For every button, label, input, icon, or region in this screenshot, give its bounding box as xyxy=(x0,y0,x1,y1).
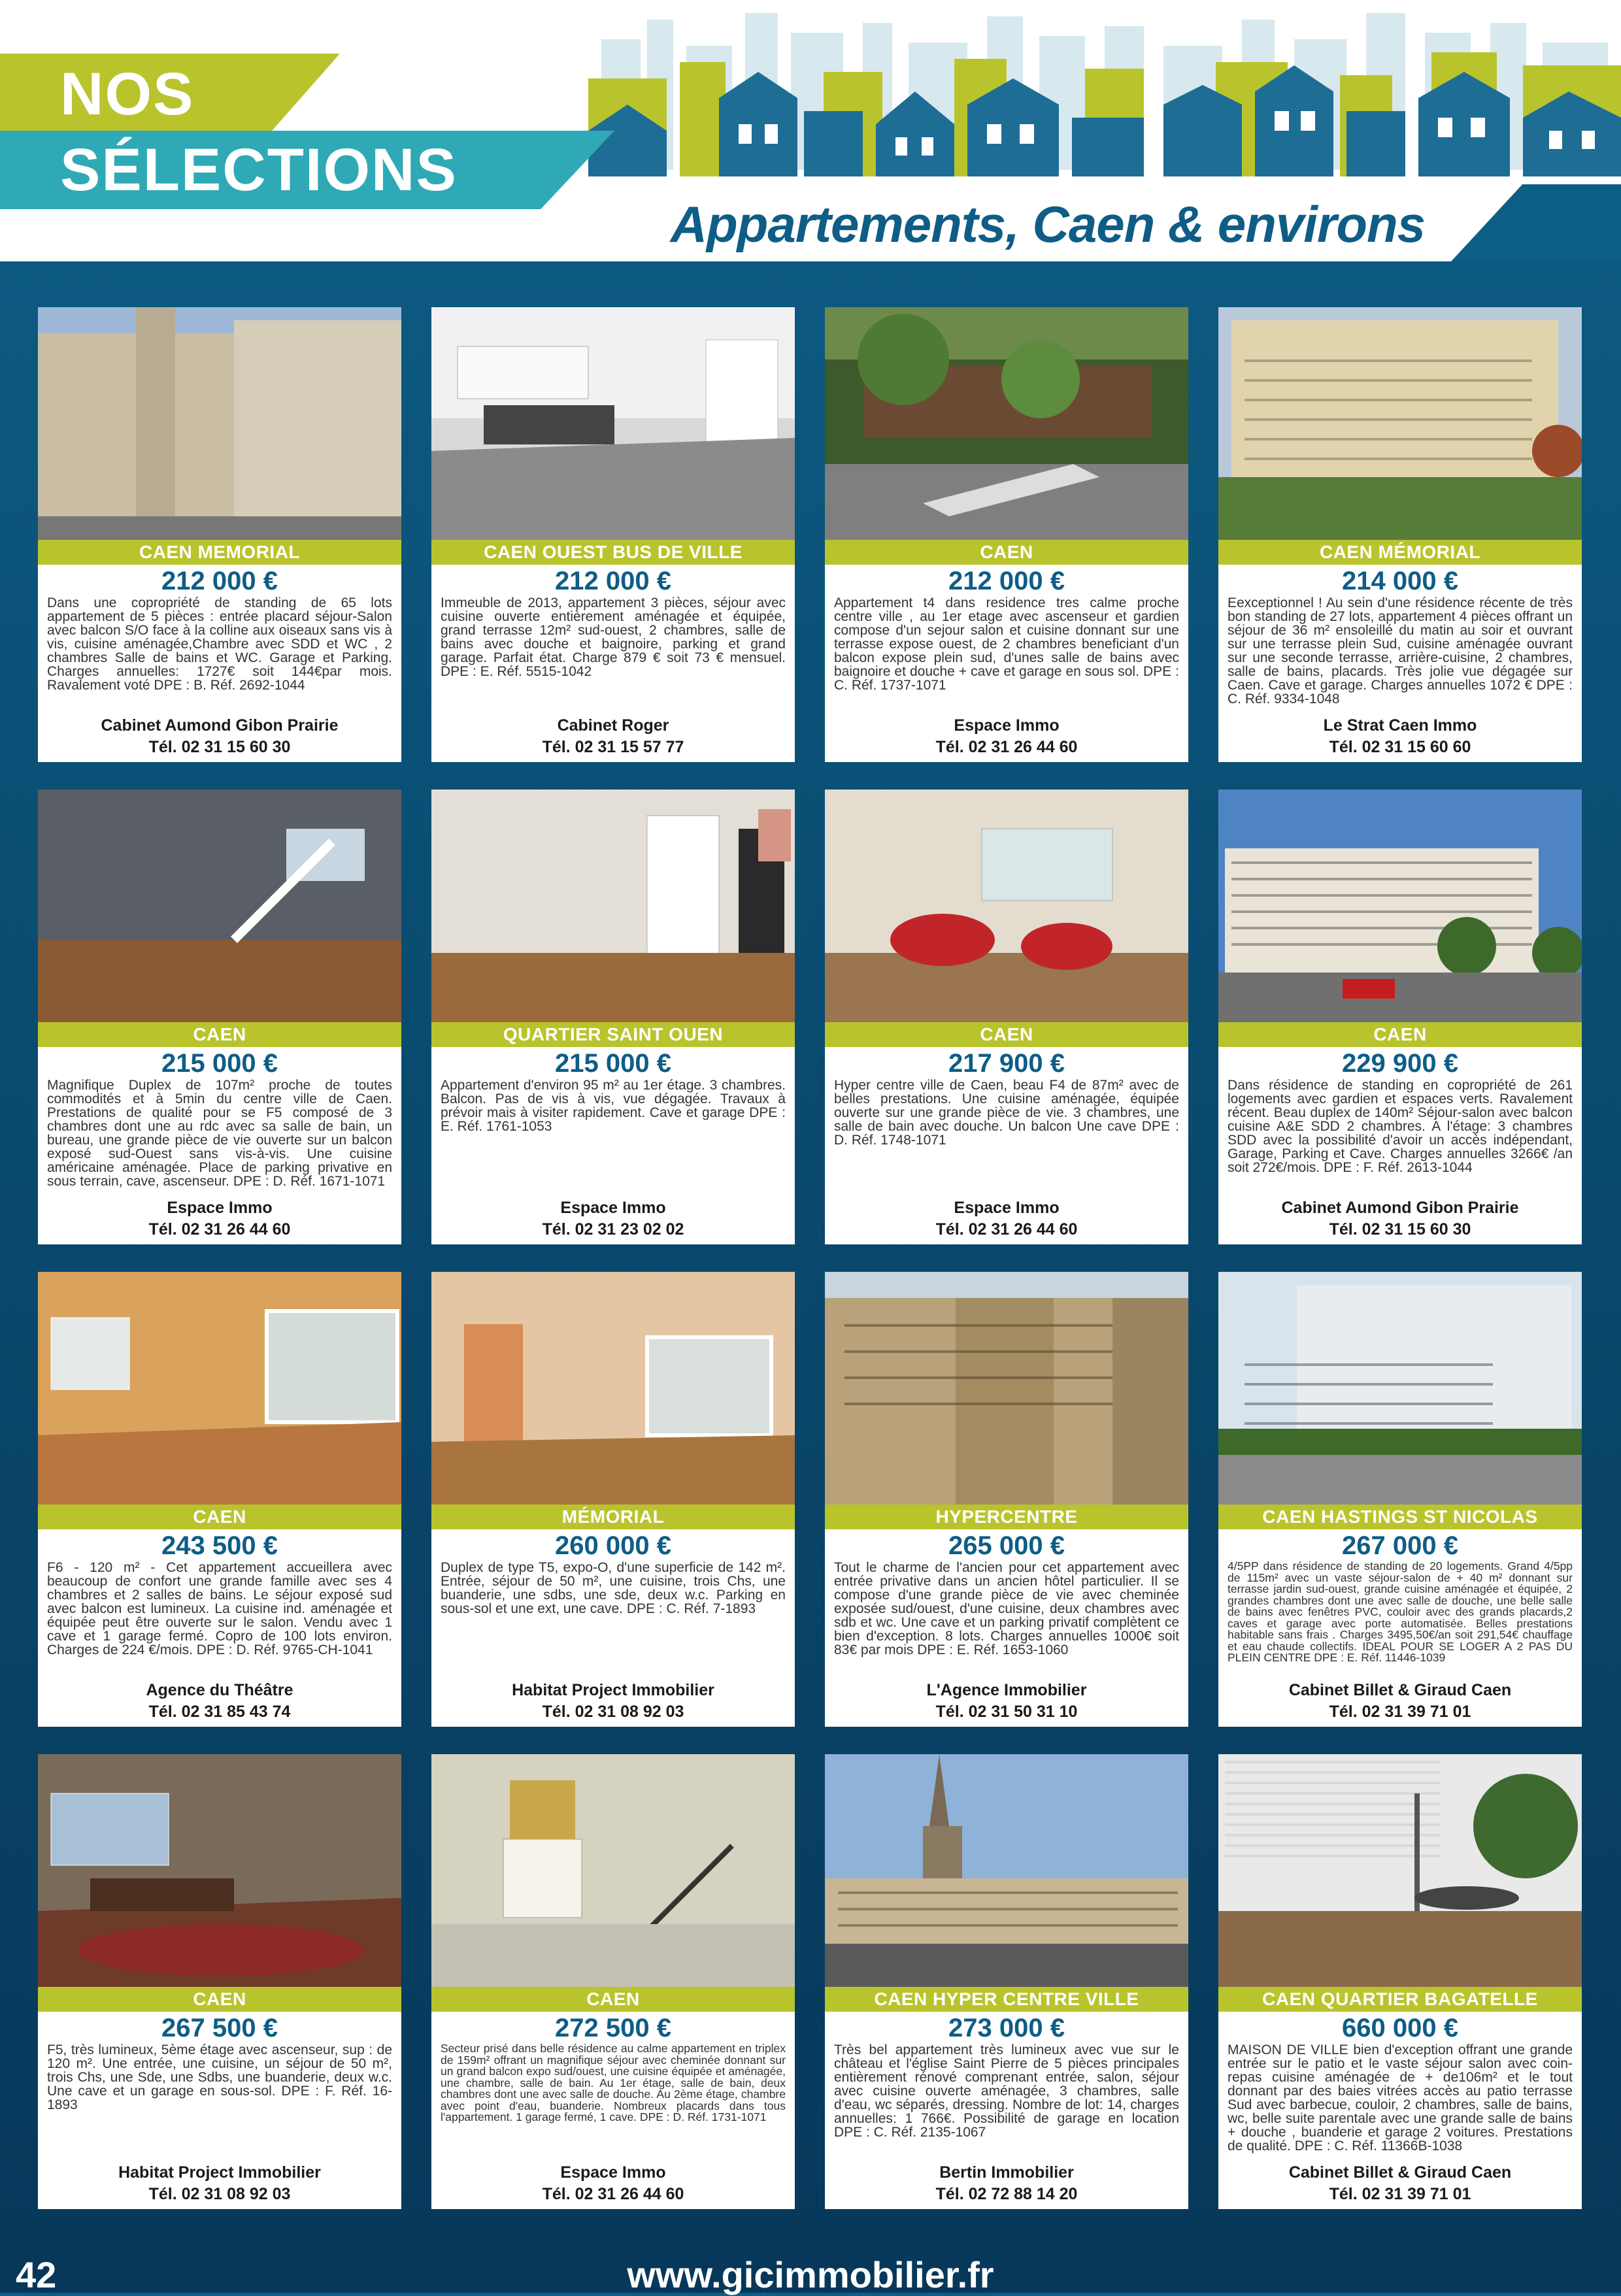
listing-location: CAEN xyxy=(431,1987,795,2012)
listing-agency: Le Strat Caen Immo xyxy=(1323,716,1477,735)
listing-photo[interactable] xyxy=(38,1754,401,1987)
listing-card[interactable] xyxy=(38,1754,401,2209)
listing-agency: Cabinet Billet & Giraud Caen xyxy=(1288,1681,1512,1699)
listing-agency: Espace Immo xyxy=(560,1199,666,1217)
listing-location: CAEN MEMORIAL xyxy=(38,540,401,565)
listing-phone[interactable]: Tél. 02 31 50 31 10 xyxy=(935,1703,1078,1721)
listing-price: 267 000 € xyxy=(1342,1531,1458,1560)
listing-location: CAEN MÉMORIAL xyxy=(1218,540,1582,565)
listing-card[interactable] xyxy=(38,307,401,762)
website-url[interactable]: www.gicimmobilier.fr xyxy=(627,2254,994,2295)
city-skyline-illustration xyxy=(588,0,1621,176)
listing-price: 214 000 € xyxy=(1342,567,1458,595)
listing-photo[interactable] xyxy=(825,1754,1188,1987)
listing-description: MAISON DE VILLE bien d'exception offrant une grande entrée sur le patio et le vaste séjour salon avec coin-repas cuisine aménagée de + de106m² et le tout donnant par des baies vitrées accès au patio terrasse Sud avec barbecue, couloir, 2 chambres, salle de bains, wc, belle suite parentale avec une grande salle de bains + douche , buanderie et garage 2 voitures. Prestations de qualité. DPE : C. Réf. 11366B-1038 xyxy=(1228,2043,1573,2154)
listing-description: Duplex de type T5, expo-O, d'une superficie de 142 m². Entrée, séjour de 50 m², une cuisine, trois Chs, une buanderie, une sdbs, une sde, deux w.c. Parking en sous-sol et une ext, une cave. DPE : C. Réf. 7-1893 xyxy=(441,1561,786,1616)
listing-phone[interactable]: Tél. 02 31 15 60 30 xyxy=(148,738,291,756)
listing-card[interactable] xyxy=(1218,790,1582,1244)
listing-location: CAEN QUARTIER BAGATELLE xyxy=(1218,1987,1582,2012)
listing-card[interactable] xyxy=(825,790,1188,1244)
listing-phone[interactable]: Tél. 02 31 39 71 01 xyxy=(1329,1703,1471,1721)
listing-photo[interactable] xyxy=(431,1754,795,1987)
listing-card[interactable] xyxy=(38,790,401,1244)
listing-price: 212 000 € xyxy=(161,567,278,595)
listing-location: CAEN xyxy=(38,1022,401,1047)
listing-location: MÉMORIAL xyxy=(431,1505,795,1529)
listing-photo[interactable] xyxy=(38,790,401,1022)
listing-description: Secteur prisé dans belle résidence au calme appartement en triplex de 159m² offrant un magnifique séjour avec cheminée donnant sur un grand balcon expo sud/ouest, une cuisine équipée et aménagée, une chambre, salle de bain. Au 1er étage, salle de bain, deux chambres dont une avec salle de douche. Au 2ème étage, chambre avec point d'eau, buanderie. Nombreux placards dans tous l'appartement. 1 garage fermé, 1 cave. DPE : D. Réf. 1731-1071 xyxy=(441,2043,786,2123)
listing-photo[interactable] xyxy=(825,307,1188,540)
listing-phone[interactable]: Tél. 02 31 15 57 77 xyxy=(542,738,684,756)
listing-agency: Cabinet Aumond Gibon Prairie xyxy=(1281,1199,1519,1217)
listing-price: 212 000 € xyxy=(555,567,671,595)
listing-card[interactable] xyxy=(431,790,795,1244)
listing-location: QUARTIER SAINT OUEN xyxy=(431,1022,795,1047)
page-header xyxy=(0,0,1621,261)
listing-agency: Cabinet Aumond Gibon Prairie xyxy=(101,716,339,735)
listing-agency: Habitat Project Immobilier xyxy=(118,2163,321,2182)
listing-photo[interactable] xyxy=(825,790,1188,1022)
listing-description: F5, très lumineux, 5ème étage avec ascenseur, sup : de 120 m². Une entrée, une cuisine, un séjour de 50 m², trois Chs, une Sde, une Sdbs, une buanderie, deux w.c. Une cave et un garage en sous-sol. DPE : F. Réf. 16-1893 xyxy=(47,2043,392,2112)
listing-photo[interactable] xyxy=(431,1272,795,1505)
listing-location: CAEN xyxy=(825,540,1188,565)
listing-photo[interactable] xyxy=(1218,790,1582,1022)
listing-phone[interactable]: Tél. 02 31 26 44 60 xyxy=(542,2185,684,2203)
listing-photo[interactable] xyxy=(38,1272,401,1505)
listing-photo[interactable] xyxy=(1218,1272,1582,1505)
listing-phone[interactable]: Tél. 02 31 26 44 60 xyxy=(148,1220,291,1239)
listing-location: HYPERCENTRE xyxy=(825,1505,1188,1529)
listing-description: Dans résidence de standing en copropriété de 261 logements avec gardien et espaces verts. Ravalement récent. Beau duplex de 140m² Séjour-salon avec balcon cuisine A&E SDD 2 chambres. A l'étage: 3 chambres SDD avec la possibilité d'avoir un accès indépendant, Garage, Parking et Cave. Charges annuelles 3266€ /an soit 272€/mois. DPE : F. Réf. 2613-1044 xyxy=(1228,1078,1573,1175)
listing-card[interactable] xyxy=(1218,307,1582,762)
listing-agency: Espace Immo xyxy=(954,1199,1060,1217)
listing-agency: Agence du Théâtre xyxy=(146,1681,293,1699)
listing-price: 212 000 € xyxy=(948,567,1065,595)
listing-location: CAEN xyxy=(825,1022,1188,1047)
listing-price: 215 000 € xyxy=(555,1049,671,1078)
listing-description: Appartement t4 dans residence tres calme proche centre ville , au 1er etage avec ascenseur et gardien compose d'un sejour salon et cuisine donnant sur une terrasse expose ouest, de 2 chambres beneficiant d'un balcon expose plein sud, d'unes salle de bains avec baignoire et douche + cave et garage en sous sol. DPE : C. Réf. 1737-1071 xyxy=(834,596,1179,693)
listing-photo[interactable] xyxy=(431,307,795,540)
listing-price: 267 500 € xyxy=(161,2014,278,2042)
listings-grid xyxy=(38,307,1583,2203)
listing-price: 660 000 € xyxy=(1342,2014,1458,2042)
listing-photo[interactable] xyxy=(38,307,401,540)
listing-card[interactable] xyxy=(431,1754,795,2209)
listing-agency: Bertin Immobilier xyxy=(939,2163,1074,2182)
listing-phone[interactable]: Tél. 02 31 15 60 30 xyxy=(1329,1220,1471,1239)
listing-agency: Espace Immo xyxy=(954,716,1060,735)
listing-agency: Espace Immo xyxy=(167,1199,273,1217)
listing-description: Dans une copropriété de standing de 65 lots appartement de 5 pièces : entrée placard séjour-Salon avec balcon S/O face à la colline aux oiseaux sans vis à vis, cuisine aménagée,Chambre avec SDD et WC , 2 chambres Salle de bains et WC. Garage et Parking. Charges annuelles: 1727€ soit 144€par mois. Ravalement voté DPE : B. Réf. 2692-1044 xyxy=(47,596,392,693)
listing-description: Hyper centre ville de Caen, beau F4 de 87m² avec de belles prestations. Une cuisine aménagée, équipée ouverte sur une grande pièce de vie. 3 chambres, une salle de bain avec douche. Un balcon Une cave DPE : D. Réf. 1748-1071 xyxy=(834,1078,1179,1148)
listing-agency: L'Agence Immobilier xyxy=(926,1681,1087,1699)
listing-card[interactable] xyxy=(1218,1754,1582,2209)
listing-description: Eexceptionnel ! Au sein d'une résidence récente de très bon standing de 27 lots, appartement 4 pièces offrant un séjour de 36 m² ensoleillé du matin au soir et ouvrant sur une terrasse plein Sud, cuisine aménagée ouvrant sur une seconde terrasse, arrière-cuisine, 2 chambres, salle de bains, placards. Très jolie vue dégagée sur Caen. Cave et garage. Charges annuelles 1072 € DPE : C. Réf. 9334-1048 xyxy=(1228,596,1573,707)
listing-phone[interactable]: Tél. 02 31 39 71 01 xyxy=(1329,2185,1471,2203)
listing-agency: Cabinet Billet & Giraud Caen xyxy=(1288,2163,1512,2182)
listing-location: CAEN xyxy=(38,1987,401,2012)
listing-location: CAEN xyxy=(1218,1022,1582,1047)
listing-photo[interactable] xyxy=(825,1272,1188,1505)
page-subtitle: Appartements, Caen & environs xyxy=(670,195,1425,253)
listing-location: CAEN HASTINGS ST NICOLAS xyxy=(1218,1505,1582,1529)
listing-description: Immeuble de 2013, appartement 3 pièces, séjour avec cuisine ouverte entièrement aménagée et équipée, grand terrasse 12m² sud-ouest, 2 chambres, salle de bains avec douche et baignoire, parking et grand garage. Parfait état. Charge 879 € soit 73 € mensuel. DPE : E. Réf. 5515-1042 xyxy=(441,596,786,679)
listing-card[interactable] xyxy=(38,1272,401,1727)
header-line1: NOS xyxy=(60,61,195,127)
listing-price: 217 900 € xyxy=(948,1049,1065,1078)
listing-phone[interactable]: Tél. 02 31 85 43 74 xyxy=(148,1703,291,1721)
listing-description: Tout le charme de l'ancien pour cet appartement avec entrée privative dans un ancien hôtel particulier. Il se compose d'une grande pièce de vie avec cheminée exposée sud/ouest, d'une cuisine, deux chambres avec sdb et wc. Une cave et un parking privatif complètent ce bien d'exception. 8 lots. Charges annuelles 1000€ soit 83€ par mois DPE : E. Réf. 1653-1060 xyxy=(834,1561,1179,1657)
listing-card[interactable] xyxy=(431,1272,795,1727)
header-line2: SÉLECTIONS xyxy=(60,137,458,203)
listing-description: F6 - 120 m² - Cet appartement accueillera avec beaucoup de confort une grande famille avec ses 4 chambres et 2 salles de bains. Le séjour exposé sud avec balcon est lumineux. La cuisine ind. aménagée et équipée peut être ouverte sur le salon. Vendu avec 1 cave et 1 garage fermé. Copro de 100 lots environ. Charges de 224 €/mois. DPE : D. Réf. 9765-CH-1041 xyxy=(47,1561,392,1657)
listing-agency: Cabinet Roger xyxy=(557,716,669,735)
listing-price: 273 000 € xyxy=(948,2014,1065,2042)
listing-price: 260 000 € xyxy=(555,1531,671,1560)
listing-card[interactable] xyxy=(431,307,795,762)
listing-description: 4/5PP dans résidence de standing de 20 logements. Grand 4/5pp de 115m² avec un vaste séjour-salon de + 40 m² donnant sur terrasse jardin sud-ouest, grande cuisine aménagée et équipée, 2 grandes chambres dont une avec salle de douche, une belle salle de bains avec fenêtres PVC, couloir avec des grands placards,2 caves et garage avec porte automatisée. Belles prestations habitable sans frais . Charges 3495,50€/an soit 291,54€ chauffage et eau chaude collectifs. IDEAL POUR SE LOGER A 2 PAS DU PLEIN CENTRE DPE : E. Réf. 11446-1039 xyxy=(1228,1561,1573,1664)
listing-price: 243 500 € xyxy=(161,1531,278,1560)
listing-phone[interactable]: Tél. 02 31 26 44 60 xyxy=(935,1220,1078,1239)
page-number: 42 xyxy=(16,2254,57,2295)
listing-price: 272 500 € xyxy=(555,2014,671,2042)
listing-location: CAEN xyxy=(38,1505,401,1529)
listing-description: Magnifique Duplex de 107m² proche de toutes commodités et à 5min du centre ville de Caen. Prestations de qualité pour se F5 composé de 3 chambres dont une au rdc avec sa salle de bain, un bureau, une grande pièce de vie ouverte sur un balcon exposé sud-Ouest sans vis-à-vis. Une cuisine américaine aménagée. Place de parking privative en sous terrain, cave, ascenseur. DPE : D. Réf. 1671-1071 xyxy=(47,1078,392,1189)
listing-phone[interactable]: Tél. 02 31 08 92 03 xyxy=(542,1703,684,1721)
listing-description: Appartement d'environ 95 m² au 1er étage. 3 chambres. Balcon. Pas de vis à vis, vue dégagée. Travaux à prévoir mais à visiter rapidement. Cave et garage DPE : E. Réf. 1761-1053 xyxy=(441,1078,786,1134)
listing-phone[interactable]: Tél. 02 31 23 02 02 xyxy=(542,1220,684,1239)
listing-card[interactable] xyxy=(1218,1272,1582,1727)
listing-agency: Espace Immo xyxy=(560,2163,666,2182)
listing-agency: Habitat Project Immobilier xyxy=(512,1681,714,1699)
listing-photo[interactable] xyxy=(1218,1754,1582,1987)
listing-card[interactable] xyxy=(825,1272,1188,1727)
listing-price: 215 000 € xyxy=(161,1049,278,1078)
listing-phone[interactable]: Tél. 02 31 08 92 03 xyxy=(148,2185,291,2203)
listing-location: CAEN OUEST BUS DE VILLE xyxy=(431,540,795,565)
listing-price: 265 000 € xyxy=(948,1531,1065,1560)
listing-card[interactable] xyxy=(825,1754,1188,2209)
listing-photo[interactable] xyxy=(431,790,795,1022)
listing-photo[interactable] xyxy=(1218,307,1582,540)
listing-location: CAEN HYPER CENTRE VILLE xyxy=(825,1987,1188,2012)
listing-phone[interactable]: Tél. 02 72 88 14 20 xyxy=(935,2185,1078,2203)
listing-description: Très bel appartement très lumineux avec vue sur le château et l'église Saint Pierre de 5 pièces principales entièrement rénové comprenant entrée, salon, séjour avec cuisine ouverte aménagée, 3 chambres, salle d'eau, wc séparés, dressing. Nombre de lot: 14, charges annuelles: 1 766€. Possibilité de garage en location DPE : C. Réf. 2135-1067 xyxy=(834,2043,1179,2140)
listing-phone[interactable]: Tél. 02 31 15 60 60 xyxy=(1329,738,1471,756)
listing-phone[interactable]: Tél. 02 31 26 44 60 xyxy=(935,738,1078,756)
listing-price: 229 900 € xyxy=(1342,1049,1458,1078)
listing-card[interactable] xyxy=(825,307,1188,762)
